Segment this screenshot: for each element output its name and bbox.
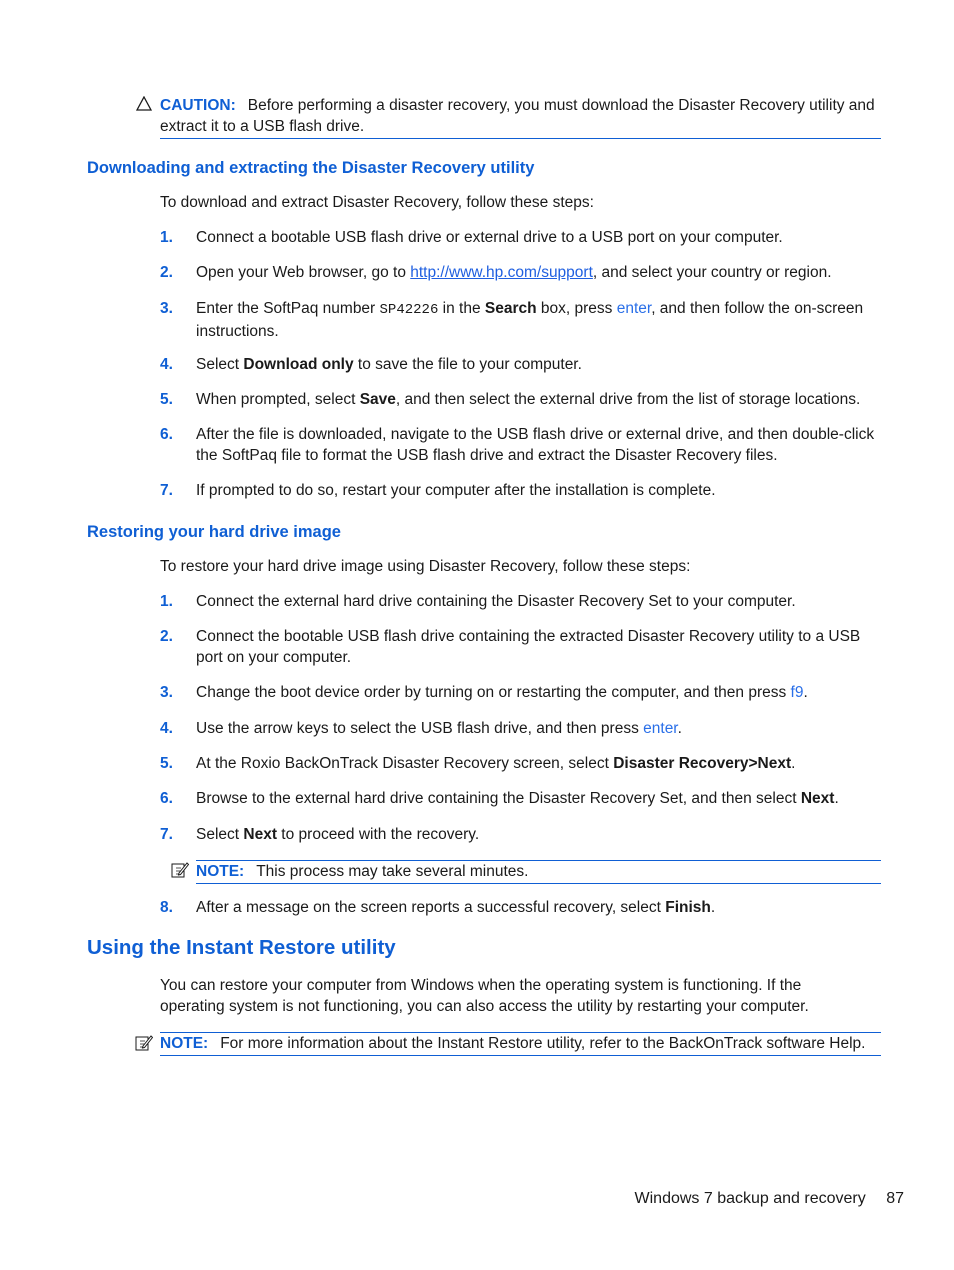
note-box xyxy=(160,1032,881,1056)
list-item: 4. Select Download only to save the file to your computer. xyxy=(160,356,582,373)
list-item: 2. Open your Web browser, go to http://www.hp.com/support, and select your country or region. xyxy=(160,264,832,281)
list-item: 6. Browse to the external hard drive containing the Disaster Recovery Set, and then select Next. xyxy=(160,790,839,807)
page-number: 87 xyxy=(886,1190,904,1207)
note-pencil-icon xyxy=(135,1034,153,1058)
list-item: 3. Enter the SoftPaq number SP42226 in the Search box, press enter, and then follow the on-screen instructions. xyxy=(160,300,864,340)
page-footer xyxy=(635,1188,904,1209)
enter-key: enter xyxy=(643,720,678,737)
footer-title: Windows 7 backup and recovery xyxy=(634,1190,866,1207)
list-item: 7. Select Next to proceed with the recovery. xyxy=(160,826,480,843)
caution-label: CAUTION: xyxy=(160,97,236,114)
list-item: 5. At the Roxio BackOnTrack Disaster Recovery screen, select Disaster Recovery>Next. xyxy=(160,755,796,772)
note-pencil-icon xyxy=(171,861,189,885)
section2-intro: To restore your hard drive image using Disaster Recovery, follow these steps: xyxy=(160,558,691,575)
section1-intro: To download and extract Disaster Recovery, follow these steps: xyxy=(160,194,594,211)
list-item: 7. If prompted to do so, restart your computer after the installation is complete. xyxy=(160,482,716,499)
list-item: 8. After a message on the screen reports a successful recovery, select Finish. xyxy=(160,899,716,916)
section-heading-restore: Restoring your hard drive image xyxy=(87,523,341,541)
list-item: 2. Connect the bootable USB flash drive containing the extracted Disaster Recovery utility to a USB port on your computer. xyxy=(160,628,861,666)
list-item: 5. When prompted, select Save, and then select the external drive from the list of storage locations. xyxy=(160,391,861,408)
section-heading-instant-restore: Using the Instant Restore utility xyxy=(87,936,396,959)
hp-support-link[interactable]: http://www.hp.com/support xyxy=(410,264,593,281)
section3-intro: You can restore your computer from Windows when the operating system is functioning. If the operating system is not functioning, you can also access the utility by restarting your computer. xyxy=(160,977,809,1015)
list-item: 3. Change the boot device order by turning on or restarting the computer, and then press f9. xyxy=(160,684,808,701)
caution-triangle-icon xyxy=(136,96,152,117)
section-heading-download: Downloading and extracting the Disaster Recovery utility xyxy=(87,159,535,177)
softpaq-code: SP42226 xyxy=(379,302,439,318)
f9-key: f9 xyxy=(790,684,804,701)
note-text: This process may take several minutes. xyxy=(256,863,529,880)
list-item: 4. Use the arrow keys to select the USB flash drive, and then press enter. xyxy=(160,720,682,737)
note-text: For more information about the Instant Restore utility, refer to the BackOnTrack software Help. xyxy=(220,1035,866,1052)
list-item: 6. After the file is downloaded, navigate to the USB flash drive or external drive, and then double-click the SoftPaq file to format the USB flash drive and extract the Disaster Recovery files. xyxy=(160,426,875,464)
note-label: NOTE: xyxy=(196,863,245,880)
note-label: NOTE: xyxy=(160,1035,209,1052)
caution-box xyxy=(160,95,881,139)
enter-key: enter xyxy=(616,300,652,317)
list-item: 1. Connect a bootable USB flash drive or external drive to a USB port on your computer. xyxy=(160,229,783,246)
note-box-inner xyxy=(196,860,881,884)
list-item: 1. Connect the external hard drive containing the Disaster Recovery Set to your computer. xyxy=(160,593,796,610)
caution-text: Before performing a disaster recovery, you must download the Disaster Recovery utility and extract it to a USB flash drive. xyxy=(160,97,875,135)
